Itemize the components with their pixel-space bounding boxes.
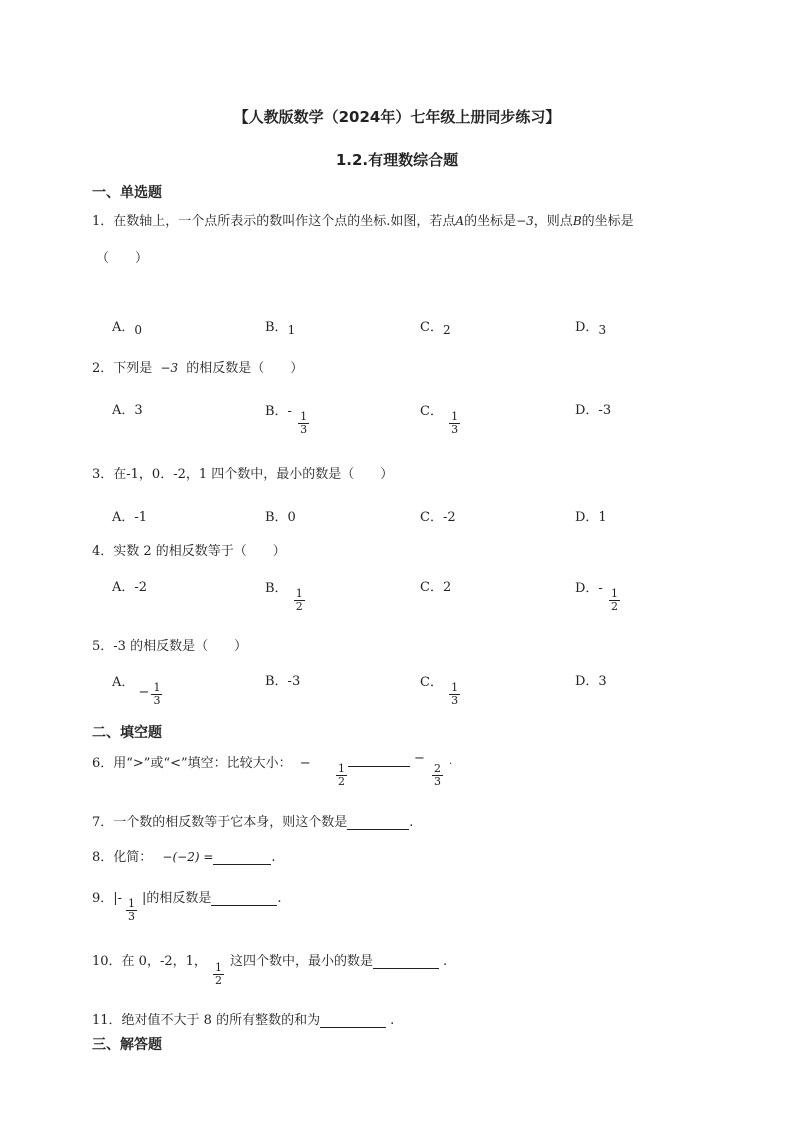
- q4-option-b-fraction: [294, 588, 305, 613]
- q6-sign-1: −: [299, 756, 311, 771]
- q1-option-d-value: 3: [598, 323, 607, 337]
- q5-option-a-sign: −: [138, 685, 150, 700]
- q8-answer-blank[interactable]: [213, 850, 271, 865]
- fraction-denominator: 3: [434, 775, 441, 788]
- q9-period: .: [277, 891, 282, 906]
- fraction-numerator: 1: [295, 587, 303, 600]
- q2-option-d[interactable]: D．-3: [575, 403, 612, 418]
- q3-option-d[interactable]: D．1: [575, 510, 607, 525]
- fraction-numerator: 1: [338, 762, 345, 775]
- fraction-numerator: 1: [451, 410, 459, 423]
- q9-text-b: |的相反数是: [142, 891, 212, 906]
- q2-option-c-fraction: [449, 411, 460, 436]
- section-heading-solve: 三、解答题: [92, 1037, 162, 1053]
- q6-fraction-2: [432, 763, 443, 788]
- page-title: 【人教版数学（2024年）七年级上册同步练习】: [233, 108, 561, 126]
- question-2-stem: [92, 357, 303, 376]
- q1-option-d-label: D．: [575, 320, 599, 335]
- question-6: [92, 752, 311, 771]
- fraction-numerator: 1: [451, 681, 459, 694]
- fraction-denominator: 3: [153, 694, 161, 707]
- fraction-denominator: 2: [215, 974, 222, 987]
- q10-answer-blank[interactable]: [373, 954, 439, 969]
- q11-text: 11．绝对值不大于 8 的所有整数的和为: [92, 1013, 321, 1028]
- q8-text: 8．化简：: [92, 850, 153, 865]
- q3-option-c[interactable]: C．-2: [420, 510, 456, 525]
- q1-option-b-value: 1: [287, 323, 296, 337]
- question-8: [92, 846, 276, 865]
- fraction-denominator: 3: [451, 423, 459, 436]
- question-3-stem: 3．在-1，0．-2，1 四个数中，最小的数是（ ）: [92, 467, 394, 482]
- page-subtitle: 1.2.有理数综合题: [335, 151, 459, 169]
- section-heading-fill-blank: 二、填空题: [92, 725, 162, 741]
- q4-option-b-label: B．: [265, 581, 288, 596]
- question-10: [92, 950, 207, 969]
- q11-period: .: [390, 1013, 395, 1028]
- q2-option-c[interactable]: [420, 399, 462, 436]
- q1-option-b-label: B．: [265, 320, 288, 335]
- q5-option-a[interactable]: [112, 670, 164, 707]
- q4-option-b[interactable]: [265, 576, 307, 613]
- q5-option-a-fraction: [151, 682, 162, 707]
- question-9: [92, 887, 122, 906]
- question-7: [92, 811, 413, 830]
- q9-text-a: 9．|-: [92, 891, 123, 906]
- q1-var-b: B: [572, 214, 582, 228]
- q6-period: .: [449, 756, 453, 767]
- q4-option-c[interactable]: C．2: [420, 580, 452, 595]
- q7-answer-blank[interactable]: [347, 815, 409, 830]
- fraction-numerator: 1: [300, 410, 308, 423]
- q1-text-b: 的坐标是: [464, 214, 517, 229]
- q4-option-d-fraction: [609, 588, 620, 613]
- question-11: [92, 1009, 394, 1028]
- question-4-stem: 4．实数 2 的相反数等于（ ）: [92, 544, 286, 559]
- q1-option-b[interactable]: [265, 316, 295, 335]
- q2-option-c-label: C．: [420, 404, 443, 419]
- question-1-stem: [92, 210, 634, 229]
- fraction-denominator: 2: [338, 775, 345, 788]
- section-heading-single-choice: 一、单选题: [92, 185, 162, 201]
- q3-option-a[interactable]: A．-1: [112, 510, 148, 525]
- q2-option-b[interactable]: [265, 399, 311, 436]
- fraction-numerator: 1: [153, 681, 161, 694]
- fraction-denominator: 3: [128, 910, 135, 923]
- q10-period: .: [443, 954, 448, 969]
- fraction-numerator: 2: [434, 762, 441, 775]
- q1-text-d: 的坐标是: [581, 214, 634, 229]
- question-5-stem: 5．-3 的相反数是（ ）: [92, 639, 248, 654]
- q4-option-d-label: D．-: [575, 581, 603, 596]
- q1-option-a[interactable]: [112, 316, 142, 335]
- q8-math: −(−2) =: [162, 850, 214, 864]
- q10-text-a: 10．在 0，-2，1，: [92, 954, 207, 969]
- q1-option-c-value: 2: [442, 323, 451, 337]
- fraction-denominator: 3: [300, 423, 308, 436]
- q6-fraction-1: [336, 763, 347, 788]
- q1-option-a-label: A．: [112, 320, 135, 335]
- q6-text: 6．用“>”或“<”填空：比较大小：: [92, 756, 292, 771]
- q1-option-a-value: 0: [134, 323, 143, 337]
- q6-answer-blank[interactable]: [348, 752, 410, 767]
- q5-option-a-label: A．: [112, 675, 135, 690]
- q2-text-a: 2．下列是: [92, 361, 153, 376]
- fraction-denominator: 3: [451, 694, 459, 707]
- q10-fraction: [213, 962, 224, 987]
- q10-text-b: 这四个数中，最小的数是: [230, 954, 374, 969]
- q3-option-b[interactable]: B．0: [265, 510, 296, 525]
- q1-paren: （ ）: [96, 251, 149, 266]
- q2-option-b-fraction: [298, 411, 309, 436]
- q2-option-a[interactable]: A．3: [112, 403, 143, 418]
- q5-option-c-fraction: [449, 682, 460, 707]
- q9-answer-blank[interactable]: [211, 891, 277, 906]
- q7-period: .: [409, 815, 414, 830]
- fraction-denominator: 2: [295, 600, 303, 613]
- q1-option-d[interactable]: [575, 316, 606, 335]
- q9-tail: [142, 887, 282, 906]
- q1-text-a: 1．在数轴上，一个点所表示的数叫作这个点的坐标.如图，若点: [92, 214, 456, 229]
- q5-option-c[interactable]: [420, 670, 462, 707]
- q7-text: 7．一个数的相反数等于它本身，则这个数是: [92, 815, 348, 830]
- q2-option-b-label: B．-: [265, 404, 292, 419]
- q1-var-a: A: [455, 214, 465, 228]
- q9-fraction: [126, 898, 137, 923]
- fraction-numerator: 1: [128, 897, 135, 910]
- q4-option-a[interactable]: A．-2: [112, 580, 148, 595]
- q1-option-c[interactable]: [420, 316, 451, 335]
- q8-period: .: [271, 850, 276, 865]
- q1-text-c: ，则点: [533, 214, 573, 229]
- q6-sign-2: −: [414, 751, 425, 766]
- q11-answer-blank[interactable]: [320, 1013, 386, 1028]
- q2-text-b: 的相反数是（ ）: [186, 361, 304, 376]
- q5-option-d[interactable]: D．3: [575, 674, 607, 689]
- fraction-numerator: 1: [215, 961, 222, 974]
- q5-option-b[interactable]: B．-3: [265, 674, 301, 689]
- fraction-denominator: 2: [610, 600, 618, 613]
- q1-math: −3: [516, 214, 534, 228]
- q5-option-c-label: C．: [420, 675, 443, 690]
- fraction-numerator: 1: [610, 587, 618, 600]
- q4-option-d[interactable]: [575, 576, 622, 613]
- q2-math: −3: [160, 361, 179, 375]
- q1-option-c-label: C．: [420, 320, 443, 335]
- q10-tail: [230, 950, 447, 969]
